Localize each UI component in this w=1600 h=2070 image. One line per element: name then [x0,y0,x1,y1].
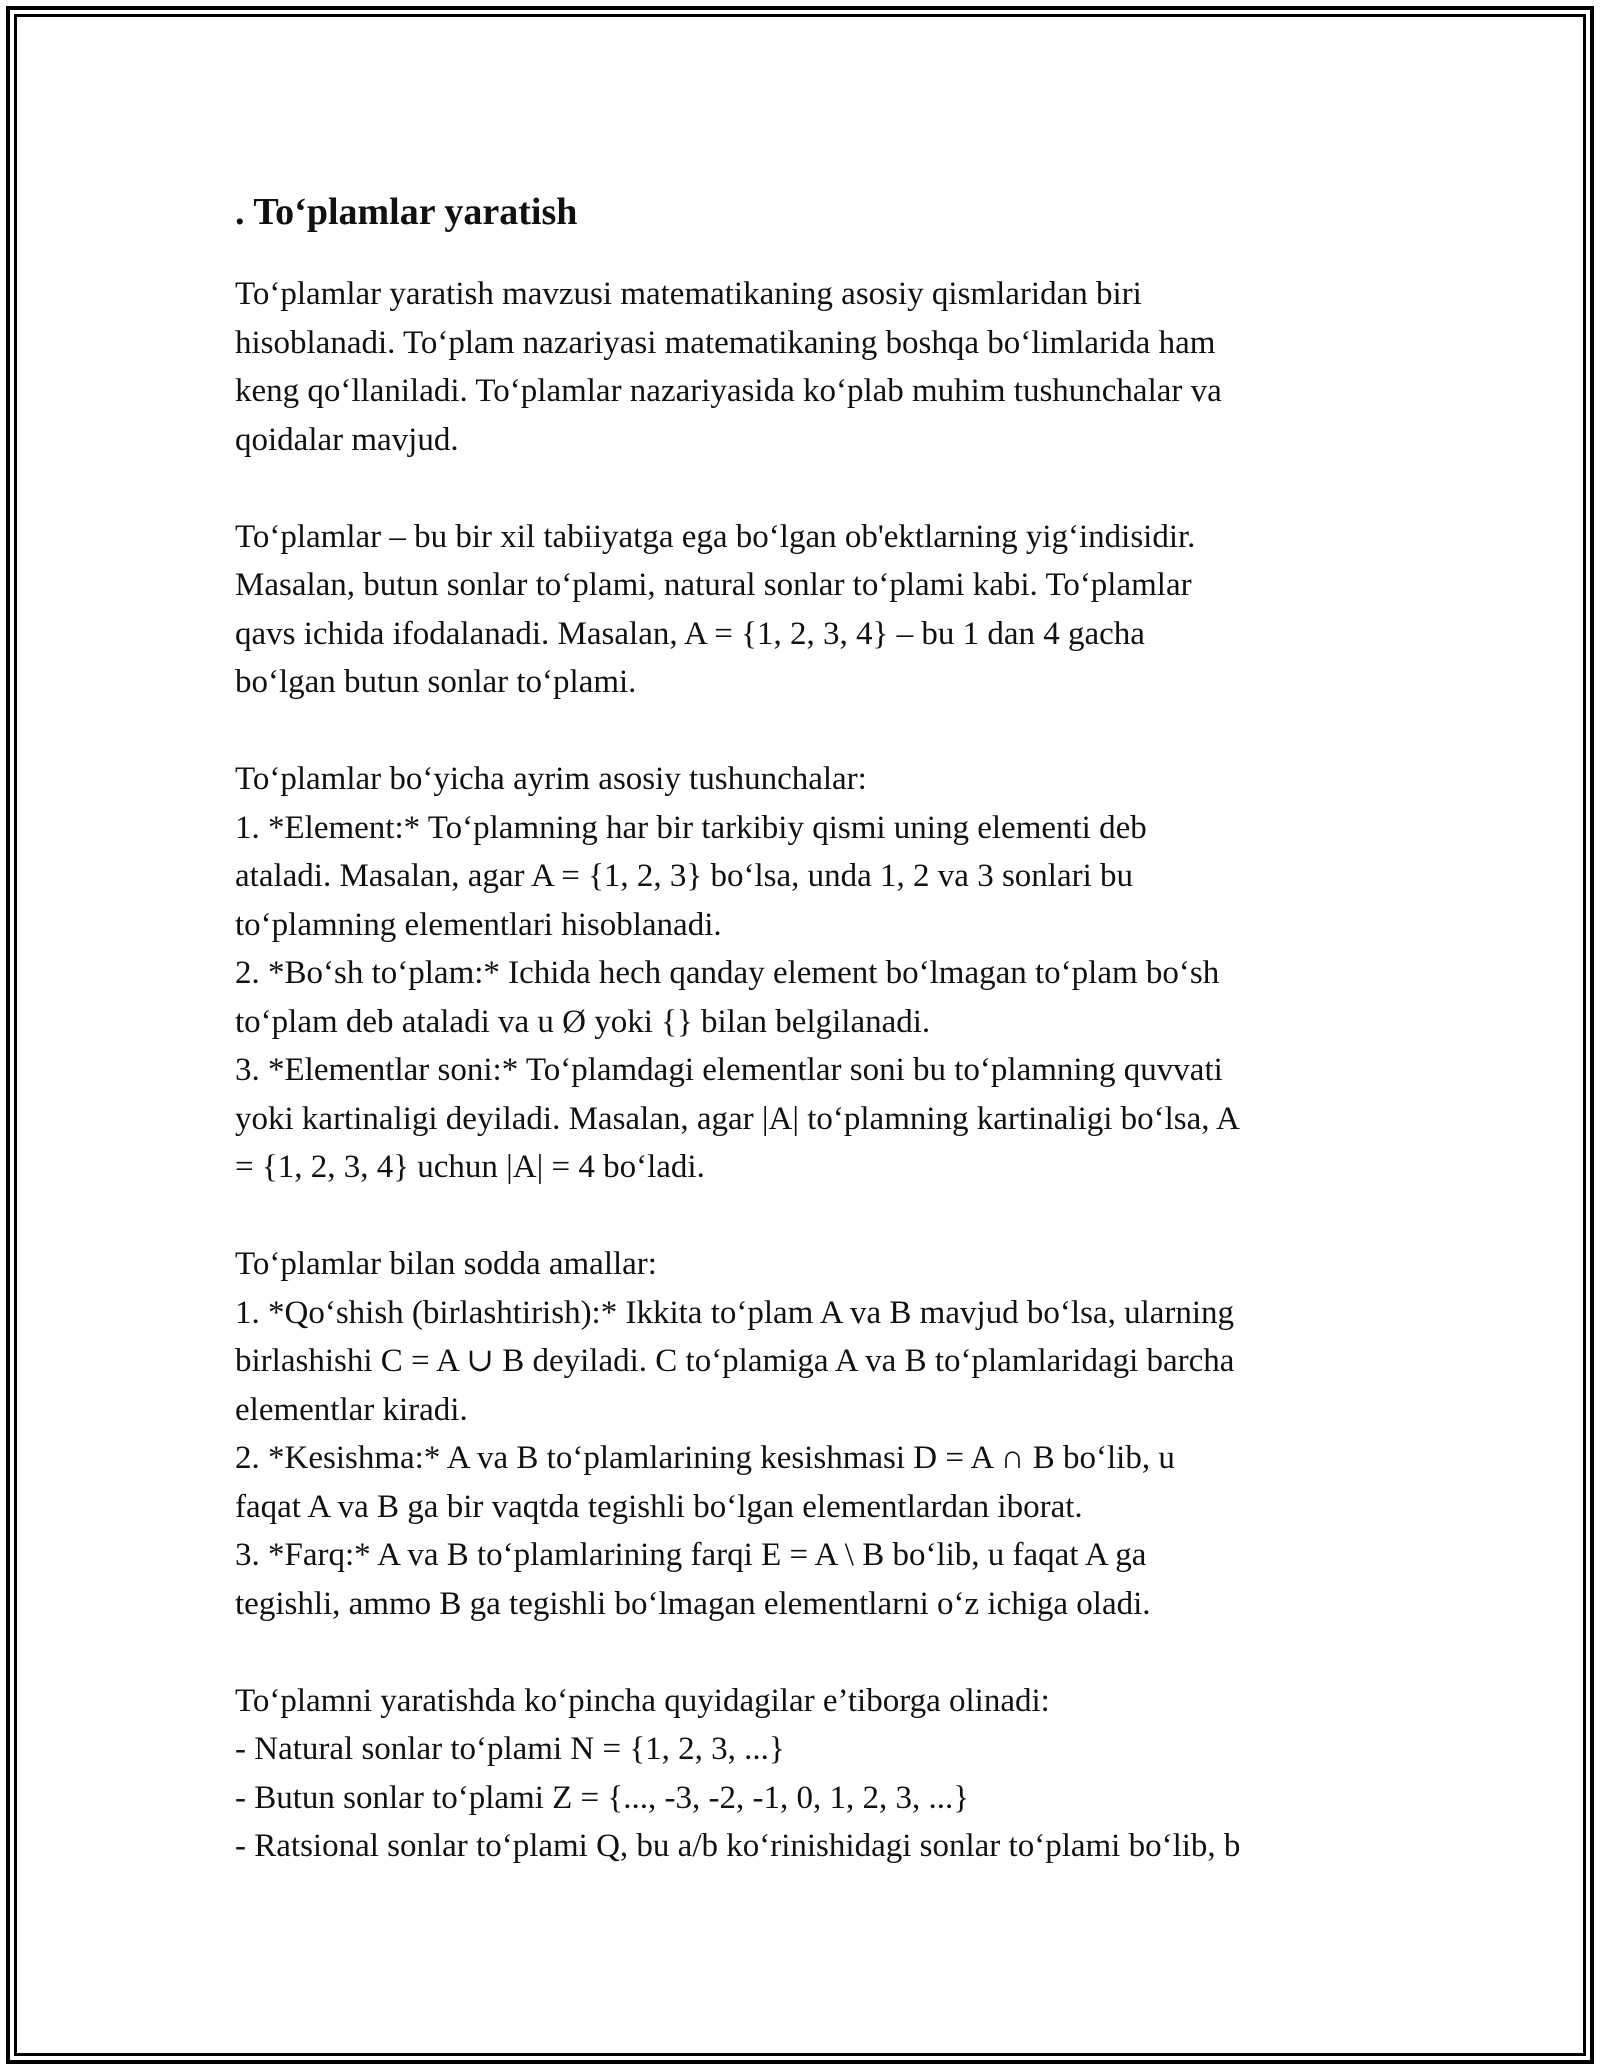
text-line: to‘plam deb ataladi va u Ø yoki {} bilan belgilanadi. [235,1003,931,1040]
text-line: - Natural sonlar to‘plami N = {1, 2, 3, ...} [235,1731,785,1767]
paragraph-intro [235,270,1365,464]
text-line: To‘plamlar yaratish mavzusi matematikaning asosiy qismlaridan biri [235,276,1142,312]
text-line: elementlar kiradi. [235,1391,468,1428]
text-line: bo‘lgan butun sonlar to‘plami. [235,664,637,700]
text-line: birlashishi C = A ∪ B deyiladi. C to‘plamiga A va B to‘plamlaridagi barcha [235,1343,1235,1379]
text-line: 2. *Bo‘sh to‘plam:* Ichida hech qanday element bo‘lmagan to‘plam bo‘sh [235,955,1220,991]
text-line: hisoblanadi. To‘plam nazariyasi matematikaning boshqa bo‘limlarida ham [235,324,1216,361]
text-line: To‘plamlar bo‘yicha ayrim asosiy tushunchalar: [235,761,867,797]
text-line: tegishli, ammo B ga tegishli bo‘lmagan elementlarni o‘z ichiga oladi. [235,1585,1151,1622]
document-title: . To‘plamlar yaratish [235,191,578,233]
text-line: yoki kartinaligi deyiladi. Masalan, agar |A| to‘plamning kartinaligi bo‘lsa, A [235,1100,1240,1137]
paragraph-number-sets [235,1677,1365,1871]
text-line: keng qo‘llaniladi. To‘plamlar nazariyasida ko‘plab muhim tushunchalar va [235,373,1222,409]
text-line: ataladi. Masalan, agar A = {1, 2, 3} bo‘lsa, unda 1, 2 va 3 sonlari bu [235,858,1134,894]
text-line: qoidalar mavjud. [235,421,459,458]
text-line: 1. *Qo‘shish (birlashtirish):* Ikkita to‘plam A va B mavjud bo‘lsa, ularning [235,1294,1235,1331]
text-line: To‘plamlar – bu bir xil tabiiyatga ega bo‘lgan ob'ektlarning yig‘indisidir. [235,518,1196,555]
text-line: 2. *Kesishma:* A va B to‘plamlarining kesishmasi D = A ∩ B bo‘lib, u [235,1440,1175,1476]
text-line: To‘plamni yaratishda ko‘pincha quyidagilar e’tiborga olinadi: [235,1682,1050,1719]
text-line: 3. *Farq:* A va B to‘plamlarining farqi E = A \ B bo‘lib, u faqat A ga [235,1537,1147,1573]
document-body [235,186,1365,1919]
text-line: Masalan, butun sonlar to‘plami, natural sonlar to‘plami kabi. To‘plamlar [235,567,1192,603]
text-line: to‘plamning elementlari hisoblanadi. [235,906,722,943]
text-line: qavs ichida ifodalanadi. Masalan, A = {1, 2, 3, 4} – bu 1 dan 4 gacha [235,615,1145,652]
text-line: To‘plamlar bilan sodda amallar: [235,1246,657,1282]
text-line: faqat A va B ga bir vaqtda tegishli bo‘lgan elementlardan iborat. [235,1488,1083,1525]
paragraph-operations [235,1240,1365,1628]
text-line: 3. *Elementlar soni:* To‘plamdagi elementlar soni bu to‘plamning quvvati [235,1052,1223,1088]
text-line: - Ratsional sonlar to‘plami Q, bu a/b ko‘rinishidagi sonlar to‘plami bo‘lib, b [235,1828,1241,1864]
text-line: 1. *Element:* To‘plamning har bir tarkibiy qismi uning elementi deb [235,809,1147,846]
text-line: = {1, 2, 3, 4} uchun |A| = 4 bo‘ladi. [235,1149,705,1185]
paragraph-basic-concepts [235,755,1365,1192]
text-line: - Butun sonlar to‘plami Z = {..., -3, -2, -1, 0, 1, 2, 3, ...} [235,1779,970,1816]
paragraph-definition [235,513,1365,707]
